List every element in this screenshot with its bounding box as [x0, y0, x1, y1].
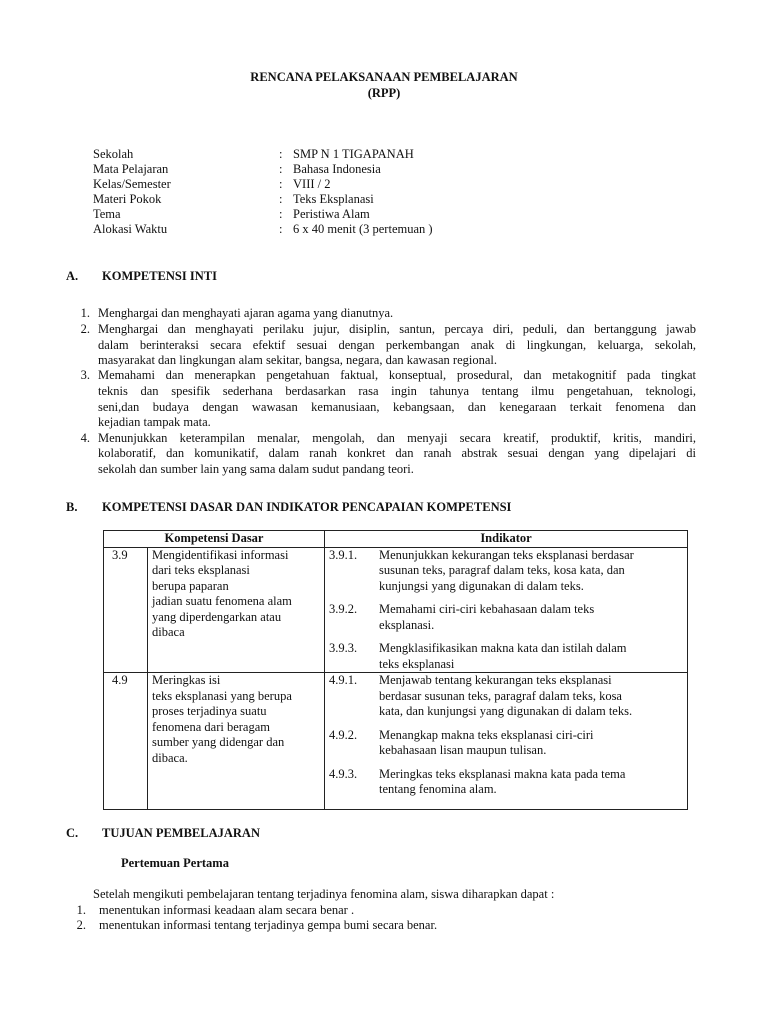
section-c-letter: C. — [66, 826, 79, 840]
spacer — [329, 594, 683, 602]
objective-intro: Setelah mengikuti pembelajaran tentang terjadinya fenomina alam, siswa diharapkan dapat : — [93, 887, 555, 901]
kompetensi-table — [103, 530, 688, 810]
identity-value: Peristiwa Alam — [293, 207, 370, 221]
list-item-line: kejadian tampak mata. — [98, 415, 211, 429]
indicator-text — [379, 602, 683, 633]
indicator-item — [329, 602, 683, 633]
list-item-number: 2. — [76, 918, 86, 932]
kd-description — [148, 547, 325, 673]
indicator-cell — [325, 547, 688, 673]
list-item-number: 1. — [80, 306, 90, 320]
list-item-line: masyarakat dan lingkungan alam sekitar, bangsa, negara, dan kawasan regional. — [98, 353, 497, 367]
identity-label: Alokasi Waktu — [93, 222, 168, 236]
list-item-line: Menghargai dan menghayati ajaran agama yang dianutnya. — [98, 306, 394, 320]
list-item-line: sekolah dan sumber lain yang sama dalam sudut pandang teori. — [98, 462, 414, 476]
indicator-code: 3.9.3. — [329, 641, 358, 655]
identity-colon: : — [279, 147, 283, 161]
kd-line: jadian suatu fenomena alam — [152, 594, 292, 608]
kd-line: fenomena dari beragam — [152, 719, 270, 734]
indicator-item — [329, 767, 683, 798]
indicator-text — [379, 728, 683, 759]
table-row — [104, 547, 688, 673]
list-item-line: Menunjukkan keterampilan menalar, mengolah, dan menyaji secara kreatif, produktif, kritis, mandiri, — [98, 431, 696, 445]
table-header-kd: Kompetensi Dasar — [104, 531, 325, 548]
indicator-code: 4.9.2. — [329, 727, 358, 742]
kd-line: Meringkas isi — [152, 673, 221, 687]
indicator-code: 3.9.1. — [329, 547, 358, 562]
indicator-text — [379, 641, 683, 672]
indicator-text — [379, 548, 683, 595]
identity-colon: : — [279, 177, 283, 191]
list-item-number: 3. — [80, 368, 90, 382]
kd-description — [148, 673, 325, 810]
section-a-title: KOMPETENSI INTI — [102, 269, 217, 283]
list-item-line: teknis dan spesifik sederhana berdasarkan rasa ingin tahunya tentang ilmu pengetahuan, teknologi, — [98, 384, 696, 398]
kd-line: dari teks eksplanasi — [152, 563, 250, 577]
kd-line: sumber yang didengar dan — [152, 735, 285, 749]
section-b-title: KOMPETENSI DASAR DAN INDIKATOR PENCAPAIAN KOMPETENSI — [102, 500, 512, 514]
identity-label: Materi Pokok — [93, 192, 162, 206]
list-item-line: Memahami dan menerapkan pengetahuan faktual, konseptual, prosedural, dan metakognitif pada tingkat — [98, 368, 696, 382]
indicator-code: 4.9.1. — [329, 673, 358, 687]
list-item-line: kolaboratif, dan komunikatif, dalam ranah konkret dan ranah abstrak sesuai dengan yang dipelajari di — [98, 446, 696, 460]
identity-value: Bahasa Indonesia — [293, 162, 381, 176]
identity-value: SMP N 1 TIGAPANAH — [293, 147, 414, 161]
indicator-text — [379, 673, 683, 720]
kd-line: yang diperdengarkan atau — [152, 609, 282, 624]
list-item-line: Menghargai dan menghayati perilaku jujur, disiplin, santun, percaya diri, peduli, dan bertanggung jawab — [98, 322, 696, 336]
indicator-cell — [325, 673, 688, 810]
indicator-item — [329, 641, 683, 672]
indicator-line: Memahami ciri-ciri kebahasaan dalam teks — [379, 602, 595, 616]
indicator-line: kata, dan kunjungsi yang digunakan di dalam teks. — [379, 704, 633, 718]
list-item-line: dalam berinteraksi secara efektif sesuai dengan perkembangan anak di lingkungan, keluarga, sekolah, — [98, 338, 696, 352]
indicator-code: 4.9.3. — [329, 766, 358, 781]
indicator-line: tentang fenomina alam. — [379, 782, 497, 796]
indicator-item — [329, 673, 683, 720]
identity-value: 6 x 40 menit (3 pertemuan ) — [293, 222, 433, 236]
identity-value: Teks Eksplanasi — [293, 192, 374, 206]
identity-label: Tema — [93, 207, 121, 221]
identity-label: Sekolah — [93, 147, 134, 161]
section-a-letter: A. — [66, 269, 79, 283]
list-item: menentukan informasi keadaan alam secara benar . — [99, 903, 355, 917]
identity-label: Mata Pelajaran — [93, 162, 169, 176]
table-row — [104, 673, 688, 810]
indicator-line: Meringkas teks eksplanasi makna kata pada tema — [379, 766, 626, 781]
list-item-number: 1. — [76, 903, 86, 917]
spacer — [329, 759, 683, 767]
kd-line: dibaca — [152, 625, 185, 639]
table-header-indicator: Indikator — [325, 531, 688, 548]
document-subtitle: (RPP) — [367, 86, 401, 100]
kd-line: dibaca. — [152, 750, 188, 765]
indicator-line: Menangkap makna teks eksplanasi ciri-ciri — [379, 727, 594, 742]
identity-colon: : — [279, 222, 283, 236]
indicator-line: berdasar susunan teks, paragraf dalam teks, kosa — [379, 688, 622, 703]
spacer — [329, 633, 683, 641]
section-b-letter: B. — [66, 500, 78, 514]
spacer — [329, 720, 683, 728]
table-header-row — [104, 531, 688, 548]
indicator-text — [379, 767, 683, 798]
indicator-line: kebahasaan lisan maupun tulisan. — [379, 743, 547, 757]
indicator-line: susunan teks, paragraf dalam teks, kosa kata, dan — [379, 563, 625, 577]
indicator-line: Menjawab tentang kekurangan teks eksplanasi — [379, 673, 612, 687]
indicator-line: kunjungsi yang digunakan di dalam teks. — [379, 578, 584, 593]
list-item-line: seni,dan budaya dengan wawasan kemanusiaan, kebangsaan, dan kenegaraan terkait fenomena dan — [98, 400, 696, 414]
identity-label: Kelas/Semester — [93, 177, 171, 191]
list-item-number: 2. — [80, 322, 90, 336]
kd-line: proses terjadinya suatu — [152, 704, 267, 718]
kd-line: teks eksplanasi yang berupa — [152, 688, 292, 703]
indicator-code: 3.9.2. — [329, 602, 358, 616]
kd-code: 3.9 — [104, 547, 148, 673]
indicator-line: teks eksplanasi — [379, 656, 455, 671]
list-item: menentukan informasi tentang terjadinya gempa bumi secara benar. — [99, 918, 438, 932]
document-title: RENCANA PELAKSANAAN PEMBELAJARAN — [250, 70, 518, 84]
section-c-title: TUJUAN PEMBELAJARAN — [102, 826, 260, 840]
kd-code: 4.9 — [104, 673, 148, 810]
indicator-line: Menunjukkan kekurangan teks eksplanasi berdasar — [379, 547, 634, 562]
identity-colon: : — [279, 162, 283, 176]
indicator-line: Mengklasifikasikan makna kata dan istilah dalam — [379, 641, 627, 655]
indicator-line: eksplanasi. — [379, 617, 435, 632]
identity-colon: : — [279, 192, 283, 206]
identity-value: VIII / 2 — [293, 177, 331, 191]
indicator-item — [329, 728, 683, 759]
meeting-subtitle: Pertemuan Pertama — [121, 856, 229, 870]
identity-colon: : — [279, 207, 283, 221]
list-item-number: 4. — [80, 431, 90, 445]
kd-line: berupa paparan — [152, 578, 229, 593]
kd-line: Mengidentifikasi informasi — [152, 547, 289, 562]
indicator-item — [329, 548, 683, 595]
